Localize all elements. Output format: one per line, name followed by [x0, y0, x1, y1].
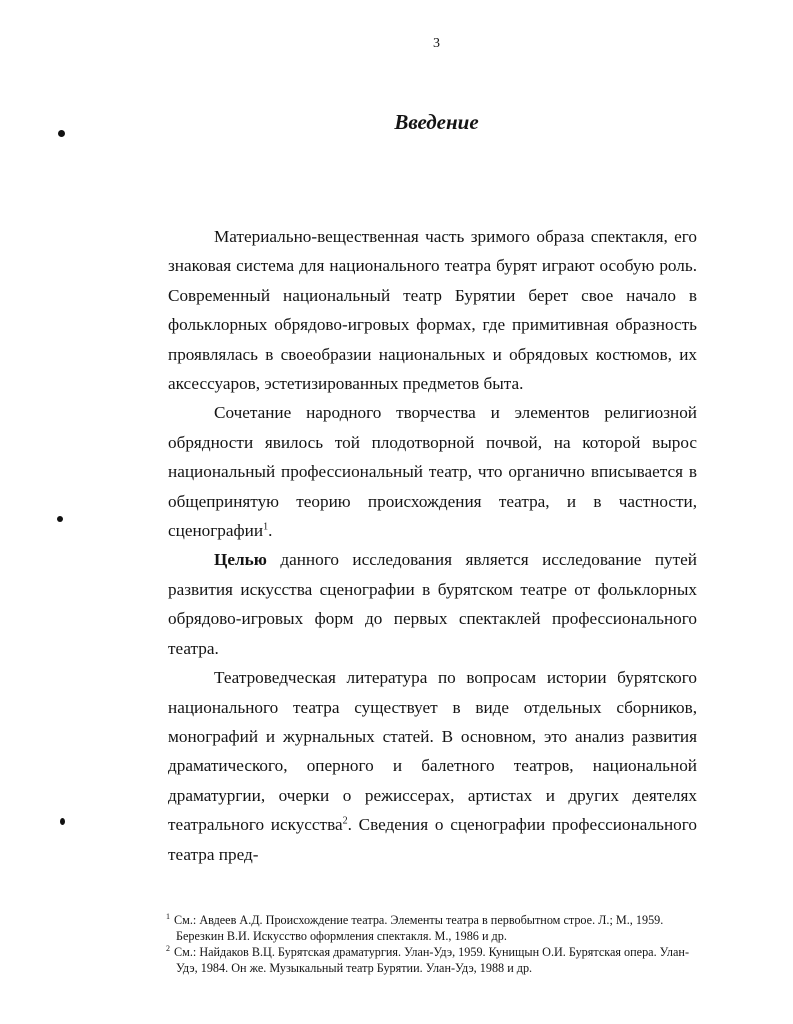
paragraph-text: Материально-вещественная часть зримого образа спектакля, его знаковая система для национального театра бурят играют особую роль. Современный национальный театр Бурятии берет свое начало в фольклорных обрядово-игровых формах, где примитивная образность проявлялась в своеобразии национальных и обрядовых костюмов, их аксессуаров, эстетизированных предметов быта.: [168, 227, 697, 394]
paragraph: [168, 545, 697, 663]
paragraph-tail: . Сведения о сценографии профессионального театра пред-: [168, 815, 697, 864]
footnote-ref: 1: [263, 521, 269, 533]
page-number: 3: [433, 36, 440, 51]
footnote-ref: 2: [342, 815, 348, 827]
paragraph-tail: .: [268, 521, 273, 541]
paragraph: [168, 663, 697, 869]
paragraph-text: Театроведческая литература по вопросам истории бурятского национального театра существует в виде отдельных сборников, монографий и журнальных статей. В основном, это анализ развития драматического, оперного и балетного театров, национальной драматургии, очерки о режиссерах, артистах и других деятелях театрального искусства: [168, 668, 697, 835]
body-text: [168, 222, 697, 869]
paragraph: [168, 398, 697, 545]
footnote: [166, 912, 696, 944]
scan-speck-1: [58, 130, 65, 137]
page-title: Введение: [394, 110, 479, 134]
scan-speck-3: [60, 818, 65, 825]
footnote-text: См.: Авдеев А.Д. Происхождение театра. Элементы театра в первобытном строе. Л.; М., 1959. Березкин В.И. Искусство оформления спектакля. М., 1986 и др.: [174, 913, 664, 943]
paragraph-lead: Целью: [214, 550, 267, 570]
scan-speck-2: [57, 516, 63, 522]
paragraph-text: данного исследования является исследование путей развития искусства сценографии в бурятском театре от фольклорных обрядово-игровых форм до первых спектаклей профессионального театра.: [168, 550, 697, 658]
paragraph-text: Сочетание народного творчества и элементов религиозной обрядности явилось той плодотворной почвой, на которой вырос национальный профессиональный театр, что органично вписывается в общепринятую теорию происхождения театра, и в частности, сценографии: [168, 403, 697, 541]
footnote: [166, 944, 696, 976]
footnote-mark: 1: [166, 911, 170, 921]
footnote-text: См.: Найдаков В.Ц. Бурятская драматургия. Улан-Удэ, 1959. Кунищын О.И. Бурятская опера. Улан-Удэ, 1984. Он же. Музыкальный театр Бурятии. Улан-Удэ, 1988 и др.: [174, 945, 689, 975]
footnote-mark: 2: [166, 943, 170, 953]
footnotes: [166, 912, 696, 976]
paragraph: [168, 222, 697, 398]
